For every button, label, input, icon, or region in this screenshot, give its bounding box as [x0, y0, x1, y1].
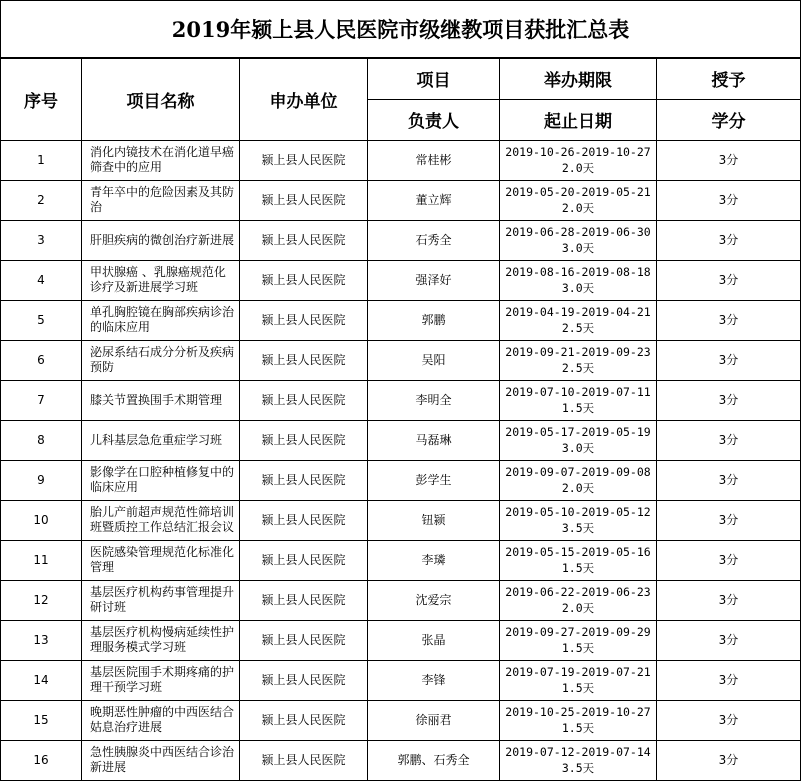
- table-row: [1, 380, 801, 420]
- date-range: [500, 180, 657, 220]
- duration: 1.5天: [561, 561, 595, 575]
- header-period-bottom: 起止日期: [500, 99, 657, 140]
- project-leader: 李明全: [368, 380, 500, 420]
- header-project-name: 项目名称: [82, 58, 240, 140]
- organizer: 颍上县人民医院: [240, 700, 368, 740]
- date-range: [500, 460, 657, 500]
- table-row: [1, 220, 801, 260]
- row-number: 12: [1, 580, 82, 620]
- date-range: [500, 300, 657, 340]
- organizer: 颍上县人民医院: [240, 180, 368, 220]
- date-range: [500, 220, 657, 260]
- row-number: 5: [1, 300, 82, 340]
- organizer: 颍上县人民医院: [240, 420, 368, 460]
- date-range: [500, 660, 657, 700]
- organizer: 颍上县人民医院: [240, 540, 368, 580]
- organizer: 颍上县人民医院: [240, 140, 368, 180]
- date-range: [500, 540, 657, 580]
- row-number: 3: [1, 220, 82, 260]
- credits: 3分: [657, 380, 801, 420]
- row-number: 4: [1, 260, 82, 300]
- organizer: 颍上县人民医院: [240, 300, 368, 340]
- project-leader: 沈爱宗: [368, 580, 500, 620]
- credits: 3分: [657, 220, 801, 260]
- table-row: [1, 620, 801, 660]
- credits: 3分: [657, 300, 801, 340]
- project-leader: 董立辉: [368, 180, 500, 220]
- credits: 3分: [657, 700, 801, 740]
- table-row: [1, 500, 801, 540]
- duration: 2.0天: [561, 201, 595, 215]
- organizer: 颍上县人民医院: [240, 740, 368, 780]
- duration: 1.5天: [561, 681, 595, 695]
- project-name: 医院感染管理规范化标准化管理: [82, 540, 240, 580]
- start-end-dates: 2019-05-20-2019-05-21: [505, 185, 651, 199]
- start-end-dates: 2019-07-19-2019-07-21: [505, 665, 651, 679]
- credits: 3分: [657, 620, 801, 660]
- credits: 3分: [657, 420, 801, 460]
- credits: 3分: [657, 140, 801, 180]
- project-leader: 徐丽君: [368, 700, 500, 740]
- project-leader: 石秀全: [368, 220, 500, 260]
- date-range: [500, 740, 657, 780]
- project-name: 泌尿系结石成分分析及疾病预防: [82, 340, 240, 380]
- start-end-dates: 2019-07-10-2019-07-11: [505, 385, 651, 399]
- duration: 3.0天: [561, 281, 595, 295]
- credits: 3分: [657, 740, 801, 780]
- date-range: [500, 620, 657, 660]
- header-organizer: 申办单位: [240, 58, 368, 140]
- start-end-dates: 2019-06-22-2019-06-23: [505, 585, 651, 599]
- table-row: [1, 300, 801, 340]
- duration: 1.5天: [561, 641, 595, 655]
- start-end-dates: 2019-08-16-2019-08-18: [505, 265, 651, 279]
- header-no: 序号: [1, 58, 82, 140]
- credits: 3分: [657, 580, 801, 620]
- date-range: [500, 340, 657, 380]
- start-end-dates: 2019-05-17-2019-05-19: [505, 425, 651, 439]
- row-number: 13: [1, 620, 82, 660]
- date-range: [500, 420, 657, 460]
- table-row: [1, 340, 801, 380]
- credits: 3分: [657, 180, 801, 220]
- header-credit-top: 授予: [657, 58, 801, 99]
- credits: 3分: [657, 540, 801, 580]
- organizer: 颍上县人民医院: [240, 220, 368, 260]
- start-end-dates: 2019-06-28-2019-06-30: [505, 225, 651, 239]
- project-name: 青年卒中的危险因素及其防治: [82, 180, 240, 220]
- organizer: 颍上县人民医院: [240, 460, 368, 500]
- project-name: 肝胆疾病的微创治疗新进展: [82, 220, 240, 260]
- row-number: 16: [1, 740, 82, 780]
- duration: 3.5天: [561, 761, 595, 775]
- table-row: [1, 260, 801, 300]
- row-number: 1: [1, 140, 82, 180]
- duration: 3.0天: [561, 441, 595, 455]
- table-row: [1, 540, 801, 580]
- organizer: 颍上县人民医院: [240, 340, 368, 380]
- start-end-dates: 2019-05-15-2019-05-16: [505, 545, 651, 559]
- table-row: [1, 420, 801, 460]
- project-leader: 李璘: [368, 540, 500, 580]
- duration: 2.5天: [561, 321, 595, 335]
- row-number: 6: [1, 340, 82, 380]
- organizer: 颍上县人民医院: [240, 380, 368, 420]
- row-number: 14: [1, 660, 82, 700]
- organizer: 颍上县人民医院: [240, 660, 368, 700]
- organizer: 颍上县人民医院: [240, 580, 368, 620]
- duration: 2.5天: [561, 361, 595, 375]
- start-end-dates: 2019-05-10-2019-05-12: [505, 505, 651, 519]
- organizer: 颍上县人民医院: [240, 500, 368, 540]
- date-range: [500, 500, 657, 540]
- header-period-top: 举办期限: [500, 58, 657, 99]
- credits: 3分: [657, 260, 801, 300]
- project-name: 急性胰腺炎中西医结合诊治新进展: [82, 740, 240, 780]
- row-number: 9: [1, 460, 82, 500]
- date-range: [500, 260, 657, 300]
- table-row: [1, 180, 801, 220]
- project-leader: 吴阳: [368, 340, 500, 380]
- header-leader-top: 项目: [368, 58, 500, 99]
- project-leader: 强泽好: [368, 260, 500, 300]
- row-number: 2: [1, 180, 82, 220]
- project-name: 基层医疗机构药事管理提升研讨班: [82, 580, 240, 620]
- project-leader: 李锋: [368, 660, 500, 700]
- duration: 3.5天: [561, 521, 595, 535]
- project-name: 基层医院围手术期疼痛的护理干预学习班: [82, 660, 240, 700]
- credits: 3分: [657, 500, 801, 540]
- row-number: 7: [1, 380, 82, 420]
- project-name: 胎儿产前超声规范性筛培训班暨质控工作总结汇报会议: [82, 500, 240, 540]
- row-number: 8: [1, 420, 82, 460]
- date-range: [500, 580, 657, 620]
- header-leader-bottom: 负责人: [368, 99, 500, 140]
- date-range: [500, 380, 657, 420]
- table-row: [1, 140, 801, 180]
- start-end-dates: 2019-10-26-2019-10-27: [505, 145, 651, 159]
- duration: 2.0天: [561, 601, 595, 615]
- project-name: 单孔胸腔镜在胸部疾病诊治的临床应用: [82, 300, 240, 340]
- project-name: 甲状腺癌 、乳腺癌规范化诊疗及新进展学习班: [82, 260, 240, 300]
- table-row: [1, 700, 801, 740]
- organizer: 颍上县人民医院: [240, 620, 368, 660]
- duration: 1.5天: [561, 721, 595, 735]
- project-leader: 常桂彬: [368, 140, 500, 180]
- project-name: 消化内镜技术在消化道早癌筛查中的应用: [82, 140, 240, 180]
- table-row: [1, 460, 801, 500]
- project-leader: 钮颍: [368, 500, 500, 540]
- project-name: 影像学在口腔种植修复中的临床应用: [82, 460, 240, 500]
- table-row: [1, 660, 801, 700]
- start-end-dates: 2019-10-25-2019-10-27: [505, 705, 651, 719]
- project-name: 晚期恶性肿瘤的中西医结合姑息治疗进展: [82, 700, 240, 740]
- project-name: 基层医疗机构慢病延续性护理服务模式学习班: [82, 620, 240, 660]
- start-end-dates: 2019-09-21-2019-09-23: [505, 345, 651, 359]
- table-row: [1, 740, 801, 780]
- duration: 3.0天: [561, 241, 595, 255]
- duration: 1.5天: [561, 401, 595, 415]
- project-leader: 马磊琳: [368, 420, 500, 460]
- header-credit-bottom: 学分: [657, 99, 801, 140]
- project-leader: 郭鹏、石秀全: [368, 740, 500, 780]
- start-end-dates: 2019-04-19-2019-04-21: [505, 305, 651, 319]
- project-leader: 彭学生: [368, 460, 500, 500]
- row-number: 15: [1, 700, 82, 740]
- credits: 3分: [657, 340, 801, 380]
- date-range: [500, 700, 657, 740]
- credits: 3分: [657, 660, 801, 700]
- row-number: 10: [1, 500, 82, 540]
- project-name: 膝关节置换围手术期管理: [82, 380, 240, 420]
- table-row: [1, 580, 801, 620]
- project-name: 儿科基层急危重症学习班: [82, 420, 240, 460]
- start-end-dates: 2019-09-07-2019-09-08: [505, 465, 651, 479]
- date-range: [500, 140, 657, 180]
- project-leader: 郭鹏: [368, 300, 500, 340]
- organizer: 颍上县人民医院: [240, 260, 368, 300]
- table-title: 2019年颍上县人民医院市级继教项目获批汇总表: [1, 1, 801, 59]
- project-leader: 张晶: [368, 620, 500, 660]
- row-number: 11: [1, 540, 82, 580]
- credits: 3分: [657, 460, 801, 500]
- start-end-dates: 2019-07-12-2019-07-14: [505, 745, 651, 759]
- duration: 2.0天: [561, 161, 595, 175]
- start-end-dates: 2019-09-27-2019-09-29: [505, 625, 651, 639]
- duration: 2.0天: [561, 481, 595, 495]
